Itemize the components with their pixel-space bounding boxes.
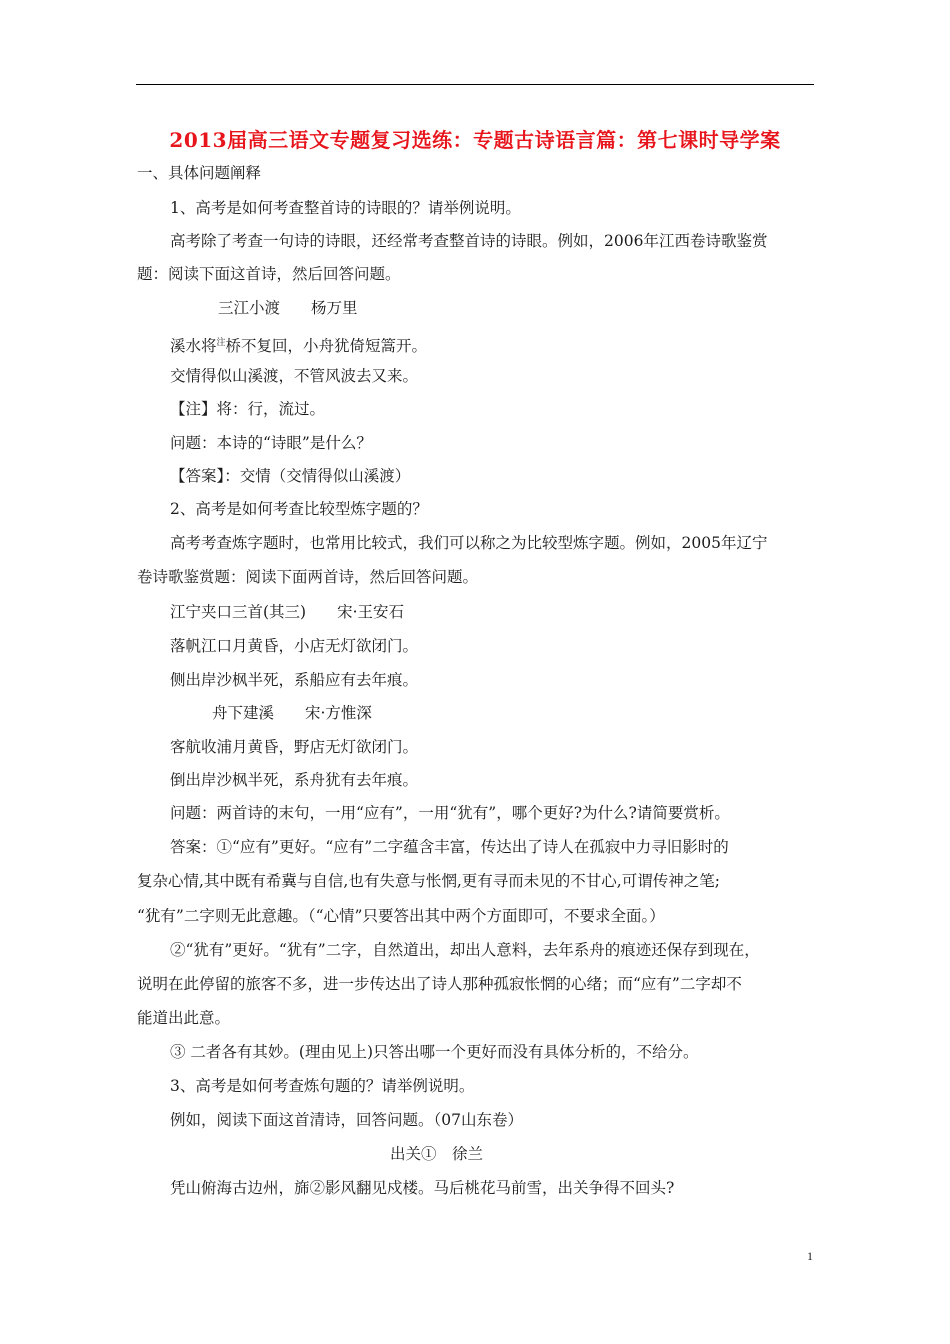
- q2-poem-a-line2: 侧出岸沙枫半死，系船应有去年痕。: [170, 671, 419, 689]
- q1-poem-line2: 交情得似山溪渡，不管风波去又来。: [170, 367, 419, 385]
- annotation-mark: 注: [216, 338, 226, 348]
- q2-intro-1: 高考考查炼字题时，也常用比较式，我们可以称之为比较型炼字题。例如，2005年辽宁: [170, 534, 768, 552]
- q2-answer-2-line1: ②“犹有”更好。“犹有”二字，自然道出，却出人意料，去年系舟的痕迹还保存到现在，: [170, 941, 760, 959]
- q1-intro-2: 题：阅读下面这首诗，然后回答问题。: [137, 265, 401, 283]
- q1-ask: 问题：本诗的“诗眼”是什么？: [170, 434, 372, 452]
- q2-question: 2、高考是如何考查比较型炼字题的？: [170, 500, 428, 518]
- q3-intro: 例如，阅读下面这首清诗，回答问题。（07山东卷）: [170, 1111, 523, 1129]
- q3-question: 3、高考是如何考查炼句题的？请举例说明。: [170, 1077, 475, 1095]
- q1-answer: 【答案】：交情（交情得似山溪渡）: [170, 467, 411, 485]
- header-rule: [136, 84, 814, 85]
- q2-answer-1-line1: 答案：①“应有”更好。“应有”二字蕴含丰富，传达出了诗人在孤寂中力寻旧影时的: [170, 838, 729, 856]
- q1-intro-1: 高考除了考查一句诗的诗眼，还经常考查整首诗的诗眼。例如，2006年江西卷诗歌鉴赏: [170, 232, 768, 250]
- page-title: 2013届高三语文专题复习选练：专题古诗语言篇：第七课时导学案: [169, 128, 781, 152]
- page-number: 1: [807, 1249, 813, 1263]
- q2-poem-a-title: 江宁夹口三首(其三) 宋·王安石: [170, 603, 405, 621]
- q2-poem-a-line1: 落帆江口月黄昏，小店无灯欲闭门。: [170, 637, 419, 655]
- q2-answer-2-line3: 能道出此意。: [137, 1009, 231, 1027]
- q1-poem-line1: 溪水将$^注$桥不复回，小舟犹倚短篙开。: [170, 337, 428, 355]
- q2-answer-2-line2: 说明在此停留的旅客不多，进一步传达出了诗人那种孤寂怅惘的心绪；而“应有”二字却不: [137, 975, 742, 993]
- q2-poem-b-line1: 客航收浦月黄昏，野店无灯欲闭门。: [170, 738, 419, 756]
- q3-poem-title: 出关① 徐兰: [390, 1145, 484, 1163]
- q1-question: 1、高考是如何考查整首诗的诗眼的？请举例说明。: [170, 199, 521, 217]
- q2-ask: 问题：两首诗的末句，一用“应有”，一用“犹有”，哪个更好?为什么?请简要赏析。: [170, 804, 730, 822]
- q2-poem-b-line2: 倒出岸沙枫半死，系舟犹有去年痕。: [170, 771, 419, 789]
- section-heading: 一、具体问题阐释: [137, 164, 262, 182]
- q2-answer-1-line2: 复杂心情,其中既有希冀与自信,也有失意与怅惘,更有寻而未见的不甘心,可谓传神之笔;: [137, 872, 720, 890]
- q1-poem-title: 三江小渡 杨万里: [218, 299, 358, 317]
- q2-intro-2: 卷诗歌鉴赏题：阅读下面两首诗，然后回答问题。: [137, 568, 479, 586]
- q1-note: 【注】将：行，流过。: [170, 400, 326, 418]
- q2-poem-b-title: 舟下建溪 宋·方惟深: [212, 704, 372, 722]
- q3-poem-line: 凭山俯海古边州，旆②影风翻见戍楼。马后桃花马前雪，出关争得不回头?: [170, 1179, 675, 1197]
- q2-answer-1-line3: “犹有”二字则无此意趣。（“心情”只要答出其中两个方面即可，不要求全面。）: [137, 907, 665, 925]
- q2-answer-3: ③ 二者各有其妙。(理由见上)只答出哪一个更好而没有具体分析的，不给分。: [170, 1043, 699, 1061]
